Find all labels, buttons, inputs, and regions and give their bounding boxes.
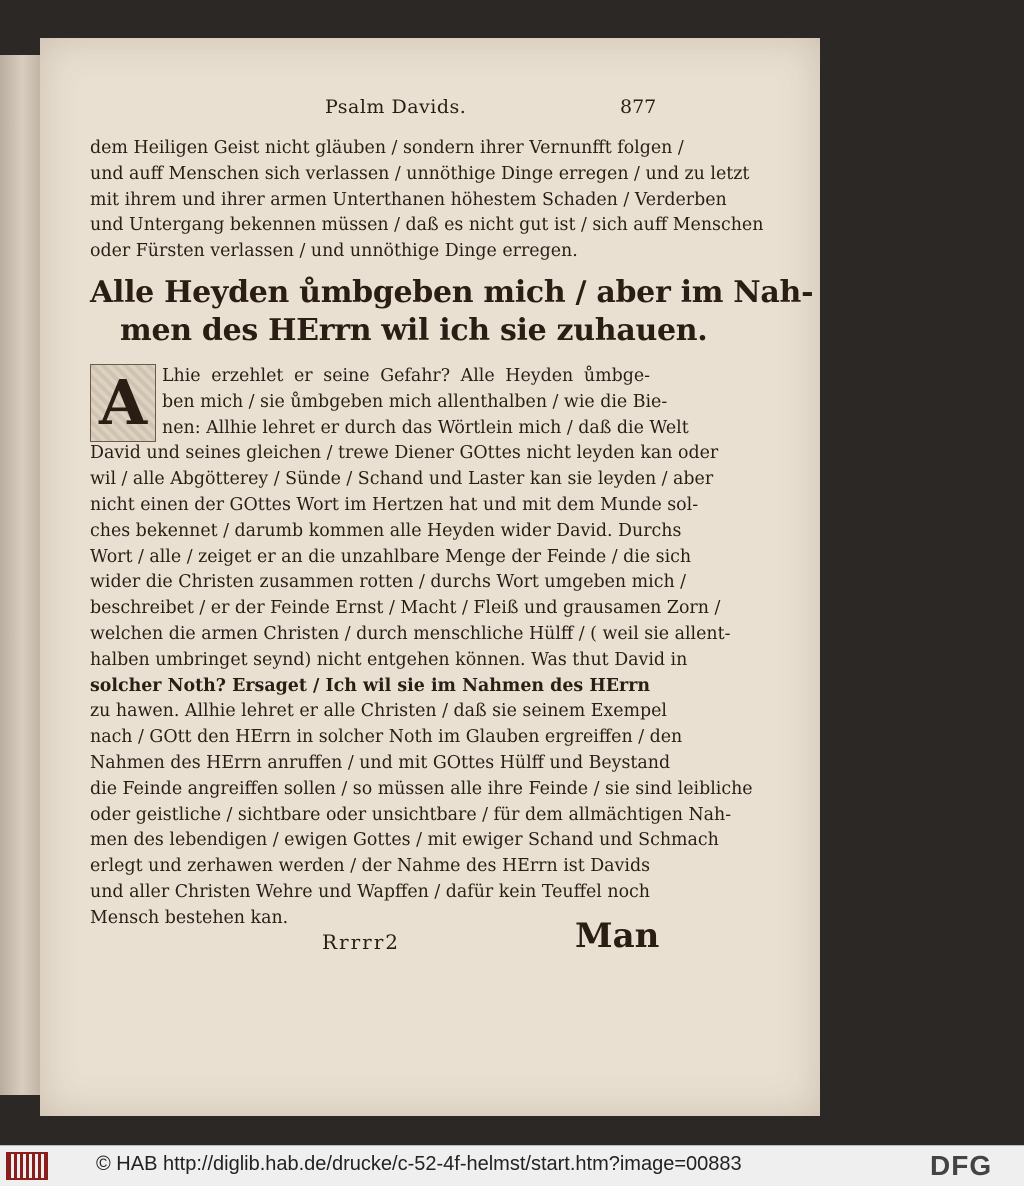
body-line: zu hawen. Allhie lehret er alle Christen / daß sie seinem Exempel	[90, 701, 667, 722]
body-line: nicht einen der GOttes Wort im Hertzen hat und mit dem Munde sol-	[90, 494, 699, 515]
intro-line: und auff Menschen sich verlassen / unnöthige Dinge erregen / und zu letzt	[90, 163, 750, 184]
body-line: erlegt und zerhawen werden / der Nahme des HErrn ist Davids	[90, 856, 650, 877]
body-line: Mensch bestehen kan.	[90, 907, 289, 928]
body-line: Nahmen des HErrn anruffen / und mit GOttes Hülff und Beystand	[90, 752, 671, 773]
body-line: oder geistliche / sichtbare oder unsichtbare / für dem allmächtigen Nah-	[90, 804, 732, 825]
body-line: wil / alle Abgötterey / Sünde / Schand und Laster kan sie leyden / aber	[90, 469, 714, 490]
body-line: men des lebendigen / ewigen Gottes / mit ewiger Schand und Schmach	[90, 830, 719, 851]
book-page	[40, 38, 820, 1116]
catchword: Man	[575, 916, 660, 956]
dfg-logo[interactable]: DFG	[930, 1150, 993, 1181]
body-line: nach / GOtt den HErrn in solcher Noth im Glauben ergreiffen / den	[90, 727, 683, 748]
body-line: beschreibet / er der Feinde Ernst / Macht / Fleiß und grausamen Zorn /	[90, 598, 721, 619]
body-line: wider die Christen zusammen rotten / durchs Wort umgeben mich /	[90, 572, 687, 593]
intro-line: und Untergang bekennen müssen / daß es nicht gut ist / sich auff Menschen	[90, 215, 764, 236]
body-line: solcher Noth? Ersaget / Ich wil sie im Nahmen des HErrn	[90, 675, 650, 696]
body-line: welchen die armen Christen / durch menschliche Hülff / ( weil sie allent-	[90, 623, 731, 644]
verse-heading	[90, 274, 814, 350]
signature-mark: Rrrrr2	[322, 930, 401, 954]
intro-line: mit ihrem und ihrer armen Unterthanen höhestem Schaden / Verderben	[90, 189, 727, 210]
left-page-edge	[0, 55, 40, 1095]
citation-link[interactable]: © HAB http://diglib.hab.de/drucke/c-52-4f-helmst/start.htm?image=00883	[96, 1153, 742, 1175]
heading-line-1: Alle Heyden ůmbgeben mich / aber im Nah-	[90, 275, 814, 310]
page-number: 877	[620, 96, 657, 118]
body-line: David und seines gleichen / trewe Diener GOttes nicht leyden kan oder	[90, 443, 719, 464]
body-line: Wort / alle / zeiget er an die unzahlbare Menge der Feinde / die sich	[90, 546, 692, 567]
intro-paragraph	[90, 136, 764, 265]
footer-bar	[0, 1145, 1024, 1186]
body-line: ben mich / sie ůmbgeben mich allenthalben / wie die Bie-	[162, 391, 668, 412]
decorated-initial: A	[90, 364, 156, 442]
intro-line: dem Heiligen Geist nicht gläuben / sondern ihrer Vernunfft folgen /	[90, 138, 684, 158]
body-line: die Feinde angreiffen sollen / so müssen alle ihre Feinde / sie sind leibliche	[90, 778, 753, 799]
intro-line: oder Fürsten verlassen / und unnöthige Dinge erregen.	[90, 241, 578, 262]
body-line: und aller Christen Wehre und Wapffen / dafür kein Teuffel noch	[90, 881, 650, 902]
body-line: ches bekennet / darumb kommen alle Heyden wider David. Durchs	[90, 520, 682, 541]
hab-logo-icon[interactable]	[6, 1152, 48, 1180]
running-head: Psalm Davids.	[325, 96, 467, 118]
body-line: halben umbringet seynd) nicht entgehen können. Was thut David in	[90, 649, 688, 670]
commentary-paragraph	[90, 364, 753, 932]
heading-line-2: men des HErrn wil ich sie zuhauen.	[120, 313, 708, 348]
body-line: nen: Allhie lehret er durch das Wörtlein mich / daß die Welt	[162, 417, 689, 438]
body-line: Lhie erzehlet er seine Gefahr? Alle Heyden ůmbge-	[162, 366, 650, 386]
